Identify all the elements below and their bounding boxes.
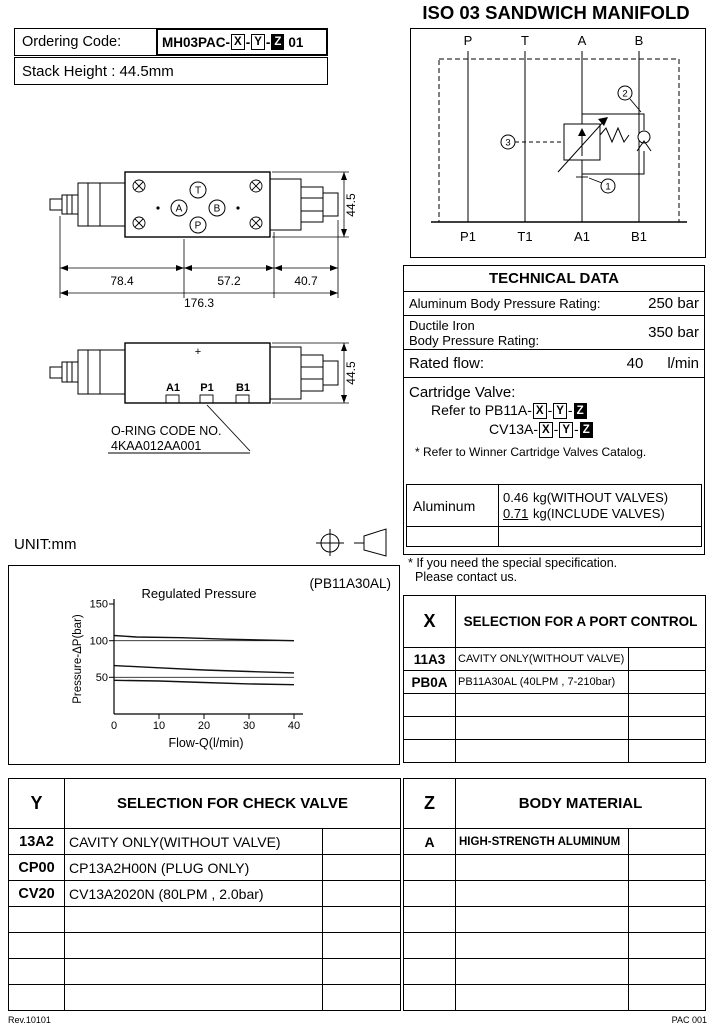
selection-z-key: Z (404, 779, 456, 829)
option-code (404, 694, 456, 717)
empty-cell (323, 829, 401, 855)
projection-symbol-icon (354, 529, 386, 556)
table-row (404, 648, 706, 671)
selection-z-table (403, 778, 706, 1011)
option-description: CV13A2020N (80LPM , 2.0bar) (65, 881, 323, 907)
dimension-drawing (8, 95, 400, 557)
weight-material: Aluminum (407, 485, 499, 527)
empty-cell (629, 933, 706, 959)
empty-cell (629, 985, 706, 1011)
empty-cell (323, 855, 401, 881)
option-description: HIGH-STRENGTH ALUMINUM (456, 829, 629, 855)
y-tick-50: 50 (95, 672, 108, 684)
height-dimension-side (272, 343, 349, 403)
option-description (65, 985, 323, 1011)
empty-cell (407, 527, 499, 547)
row-label (409, 318, 539, 348)
option-code: 11A3 (404, 648, 456, 671)
empty-cell (629, 717, 706, 740)
hydraulic-schematic (410, 28, 706, 258)
chart-axes (114, 599, 303, 714)
table-row (9, 881, 401, 907)
row-label-line2: Body Pressure Rating: (409, 332, 540, 348)
empty-cell (499, 527, 702, 547)
ref-prefix: CV13A- (489, 421, 539, 437)
option-description (65, 907, 323, 933)
empty-cell (323, 881, 401, 907)
special-spec-note (408, 556, 617, 584)
option-description (456, 881, 629, 907)
port-flow-lines (468, 51, 639, 222)
oring-code-value: 4KAA012AA001 (111, 439, 202, 453)
option-code (404, 855, 456, 881)
selection-x-title: SELECTION FOR A PORT CONTROL (456, 596, 706, 648)
x-tick-30: 30 (242, 720, 256, 732)
height-dim-value-side: 44.5 (344, 361, 358, 385)
chart-annotation: (PB11A30AL) (309, 576, 391, 591)
x-axis-label: Flow-Q(l/min) (168, 736, 244, 750)
ref-separator: - (567, 402, 573, 418)
empty-cell (629, 671, 706, 694)
row-value: 350 bar (648, 324, 699, 341)
table-row (9, 933, 401, 959)
code-prefix: MH03PAC- (162, 34, 231, 50)
option-code (9, 907, 65, 933)
port-label-a: A (577, 33, 587, 48)
callout-3-marker (501, 135, 515, 149)
empty-cell (629, 829, 706, 855)
table-row (404, 829, 706, 855)
ref-separator: - (574, 421, 579, 437)
option-description: CP13A2H00N (PLUG ONLY) (65, 855, 323, 881)
footnote-line-2: Please contact us. (415, 570, 518, 584)
code-y-box: Y (251, 34, 265, 50)
empty-cell (629, 959, 706, 985)
port-a1-label: A1 (165, 382, 181, 394)
option-code (404, 881, 456, 907)
performance-chart (8, 565, 400, 765)
port-label-t: T (521, 33, 529, 48)
port-label-p: P (463, 33, 473, 48)
option-description: PB11A30AL (40LPM , 7-210bar) (456, 671, 629, 694)
option-description (456, 907, 629, 933)
code-suffix: 01 (288, 34, 304, 50)
option-code: A (404, 829, 456, 855)
row-label-line1: Ductile Iron (409, 317, 475, 333)
stack-height-box: Stack Height : 44.5mm (14, 57, 328, 85)
port-a-marker: A (175, 203, 183, 215)
weight-line-2 (503, 506, 701, 522)
ref-separator: - (553, 421, 559, 437)
center-mark: + (194, 346, 202, 358)
technical-data-box (403, 265, 705, 555)
table-row (404, 985, 706, 1011)
port-slots (166, 395, 249, 403)
row-label: Aluminum Body Pressure Rating: (409, 296, 601, 311)
y-tick-100: 100 (89, 635, 108, 648)
ordering-code-box (14, 28, 328, 56)
ductile-iron-pressure-row (404, 316, 704, 350)
table-row (9, 855, 401, 881)
weight-desc-1: kg(WITHOUT VALVES) (533, 490, 669, 505)
cartridge-ref-1 (409, 401, 699, 420)
width-dim-right: 40.7 (294, 274, 318, 288)
ref-prefix: Refer to PB11A- (431, 402, 532, 418)
option-description (65, 959, 323, 985)
callout-2-number: 2 (622, 88, 628, 100)
x-tick-0: 0 (110, 720, 118, 732)
option-code: CP00 (9, 855, 65, 881)
option-code (404, 740, 456, 763)
port-p1-label: P1 (200, 382, 214, 394)
port-label-b1: B1 (631, 229, 647, 244)
height-dimension-top (272, 172, 349, 237)
row-value: 40 (626, 355, 644, 372)
y-tick-150: 150 (89, 598, 108, 611)
table-row (404, 717, 706, 740)
empty-cell (629, 907, 706, 933)
weight-row (407, 485, 702, 527)
empty-cell (629, 855, 706, 881)
port-b1-label: B1 (235, 382, 251, 394)
ref-z-box: Z (574, 403, 587, 419)
table-row (404, 694, 706, 717)
selection-x-key: X (404, 596, 456, 648)
option-description: CAVITY ONLY(WITHOUT VALVE) (456, 648, 629, 671)
option-description (456, 985, 629, 1011)
row-value: 250 bar (648, 295, 699, 312)
option-code (404, 907, 456, 933)
weight-values (499, 485, 702, 527)
weight-empty-row (407, 527, 702, 547)
table-row (404, 959, 706, 985)
x-tick-20: 20 (197, 720, 211, 732)
weight-value-1: 0.46 (503, 490, 529, 505)
option-code (9, 933, 65, 959)
page-title: ISO 03 SANDWICH MANIFOLD (422, 2, 690, 23)
unit-note: UNIT:mm (14, 536, 77, 553)
option-description: CAVITY ONLY(WITHOUT VALVE) (65, 829, 323, 855)
port-label-b: B (634, 33, 644, 48)
y-axis-label: Pressure-ΔP(bar) (72, 614, 84, 704)
port-label-p1: P1 (460, 229, 476, 244)
x-tick-40: 40 (287, 720, 301, 732)
ordering-code-value (156, 28, 328, 56)
port-p-marker: P (194, 220, 202, 232)
width-dim-mid: 57.2 (217, 274, 241, 288)
code-separator: - (265, 34, 271, 50)
option-code (9, 959, 65, 985)
x-tick-10: 10 (152, 720, 166, 732)
footnote-line-1: * If you need the special specification. (408, 556, 618, 570)
height-dim-value-top: 44.5 (344, 193, 358, 217)
ref-separator: - (547, 402, 553, 418)
weight-table (406, 484, 702, 547)
chart-series (114, 636, 294, 685)
option-description (456, 959, 629, 985)
empty-cell (629, 740, 706, 763)
revision-note: Rev.10101 (8, 1015, 51, 1025)
document-number: PAC 001 (671, 1015, 707, 1025)
ref-y-box: Y (553, 403, 567, 419)
option-description (456, 694, 629, 717)
empty-cell (629, 648, 706, 671)
cartridge-valve-block (404, 378, 704, 482)
port-label-a1: A1 (574, 229, 590, 244)
option-code (404, 933, 456, 959)
weight-desc-2: kg(INCLUDE VALVES) (533, 505, 665, 521)
table-row (404, 881, 706, 907)
pressure-reducing-valve-symbol (515, 117, 629, 172)
selection-y-table (8, 778, 401, 1011)
table-row (404, 907, 706, 933)
callout-1-number: 1 (605, 181, 611, 193)
option-code (404, 959, 456, 985)
table-row (9, 985, 401, 1011)
code-z-box: Z (271, 34, 284, 50)
ref-y-box: Y (559, 422, 573, 438)
weight-value-2: 0.71 (503, 505, 529, 521)
table-row (404, 740, 706, 763)
code-separator: - (245, 34, 251, 50)
option-code: 13A2 (9, 829, 65, 855)
weight-line-1 (503, 490, 701, 506)
oring-code-label: O-RING CODE NO. (111, 424, 222, 438)
schematic-canvas (411, 29, 705, 257)
option-description (65, 933, 323, 959)
table-header (404, 779, 706, 829)
technical-data-title: TECHNICAL DATA (404, 266, 704, 292)
table-row (404, 855, 706, 881)
code-x-box: X (231, 34, 245, 50)
port-t-marker: T (194, 185, 202, 197)
option-code: PB0A (404, 671, 456, 694)
row-label: Rated flow: (409, 355, 485, 372)
width-dim-total: 176.3 (183, 296, 215, 310)
table-row (404, 933, 706, 959)
ref-x-box: X (533, 403, 547, 419)
option-code (9, 985, 65, 1011)
chart-title: Regulated Pressure (141, 586, 257, 601)
port-label-t1: T1 (517, 229, 533, 244)
check-valve-symbol (582, 114, 651, 174)
ref-z-box: Z (580, 422, 593, 438)
callout-2-marker (618, 86, 641, 112)
port-markers-top-view (156, 182, 239, 233)
table-row (9, 959, 401, 985)
selection-y-key: Y (9, 779, 65, 829)
option-description (456, 740, 629, 763)
width-dim-left: 78.4 (110, 274, 134, 288)
table-row (9, 829, 401, 855)
empty-cell (323, 907, 401, 933)
option-description (456, 717, 629, 740)
empty-cell (629, 694, 706, 717)
empty-cell (323, 985, 401, 1011)
chart-tick-marks (109, 604, 294, 719)
port-b-marker: B (213, 203, 221, 215)
datum-target-icon (316, 529, 344, 556)
option-code: CV20 (9, 881, 65, 907)
table-header (404, 596, 706, 648)
port-labels-side-view (166, 382, 250, 394)
aluminum-pressure-row (404, 292, 704, 316)
option-description (456, 933, 629, 959)
empty-cell (629, 881, 706, 907)
option-description (456, 855, 629, 881)
rated-flow-row (404, 350, 704, 378)
row-unit: l/min (667, 355, 699, 372)
cartridge-ref-2 (409, 420, 699, 439)
selection-x-table (403, 595, 706, 763)
option-code (404, 717, 456, 740)
selection-z-title: BODY MATERIAL (456, 779, 706, 829)
cartridge-note: * Refer to Winner Cartridge Valves Catalog. (415, 445, 647, 459)
ref-x-box: X (539, 422, 553, 438)
empty-cell (323, 959, 401, 985)
empty-cell (323, 933, 401, 959)
table-row (404, 671, 706, 694)
table-row (9, 907, 401, 933)
ordering-code-label: Ordering Code: (22, 34, 122, 50)
cartridge-title: Cartridge Valve: (409, 384, 516, 401)
chart-canvas (9, 566, 399, 764)
callout-3-number: 3 (505, 137, 511, 149)
option-code (404, 985, 456, 1011)
table-header (9, 779, 401, 829)
selection-y-title: SELECTION FOR CHECK VALVE (65, 779, 401, 829)
